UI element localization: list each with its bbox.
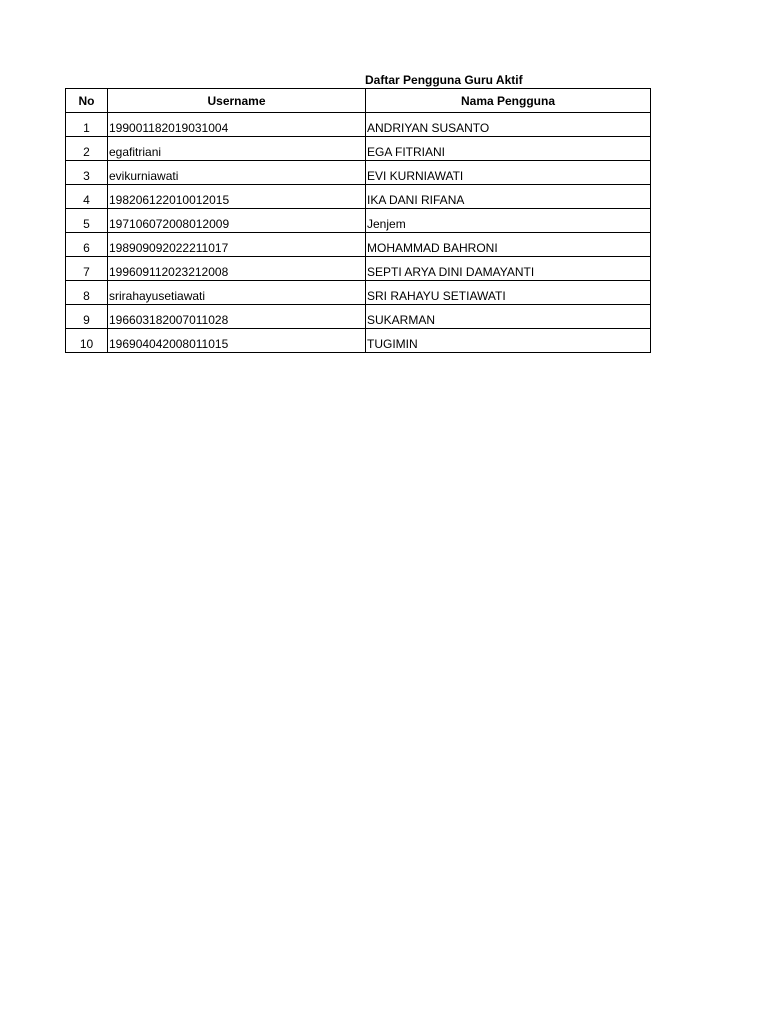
- row-no: 10: [66, 329, 108, 353]
- row-name: EVI KURNIAWATI: [366, 161, 651, 185]
- row-username: 196904042008011015: [108, 329, 366, 353]
- row-name: MOHAMMAD BAHRONI: [366, 233, 651, 257]
- row-name: EGA FITRIANI: [366, 137, 651, 161]
- header-username: Username: [108, 89, 366, 113]
- row-no: 7: [66, 257, 108, 281]
- row-username: egafitriani: [108, 137, 366, 161]
- row-no: 2: [66, 137, 108, 161]
- page-title: Daftar Pengguna Guru Aktif: [365, 73, 523, 87]
- row-username: 198909092022211017: [108, 233, 366, 257]
- row-username: srirahayusetiawati: [108, 281, 366, 305]
- row-no: 5: [66, 209, 108, 233]
- row-no: 4: [66, 185, 108, 209]
- row-name: Jenjem: [366, 209, 651, 233]
- table-header-row: [66, 89, 651, 113]
- row-no: 9: [66, 305, 108, 329]
- row-no: 3: [66, 161, 108, 185]
- row-name: ANDRIYAN SUSANTO: [366, 113, 651, 137]
- row-name: SRI RAHAYU SETIAWATI: [366, 281, 651, 305]
- table-row: [66, 305, 651, 329]
- row-name: SEPTI ARYA DINI DAMAYANTI: [366, 257, 651, 281]
- row-username: 198206122010012015: [108, 185, 366, 209]
- row-username: 199609112023212008: [108, 257, 366, 281]
- row-username: 197106072008012009: [108, 209, 366, 233]
- header-no: No: [66, 89, 108, 113]
- row-no: 8: [66, 281, 108, 305]
- table-row: [66, 161, 651, 185]
- row-username: evikurniawati: [108, 161, 366, 185]
- users-table: [65, 88, 651, 353]
- table-row: [66, 185, 651, 209]
- header-name: Nama Pengguna: [366, 89, 651, 113]
- table-row: [66, 137, 651, 161]
- row-username: 196603182007011028: [108, 305, 366, 329]
- table-row: [66, 233, 651, 257]
- row-name: SUKARMAN: [366, 305, 651, 329]
- row-name: IKA DANI RIFANA: [366, 185, 651, 209]
- row-no: 6: [66, 233, 108, 257]
- row-name: TUGIMIN: [366, 329, 651, 353]
- row-no: 1: [66, 113, 108, 137]
- table-row: [66, 281, 651, 305]
- table-row: [66, 113, 651, 137]
- table-row: [66, 257, 651, 281]
- table-row: [66, 329, 651, 353]
- table-row: [66, 209, 651, 233]
- row-username: 199001182019031004: [108, 113, 366, 137]
